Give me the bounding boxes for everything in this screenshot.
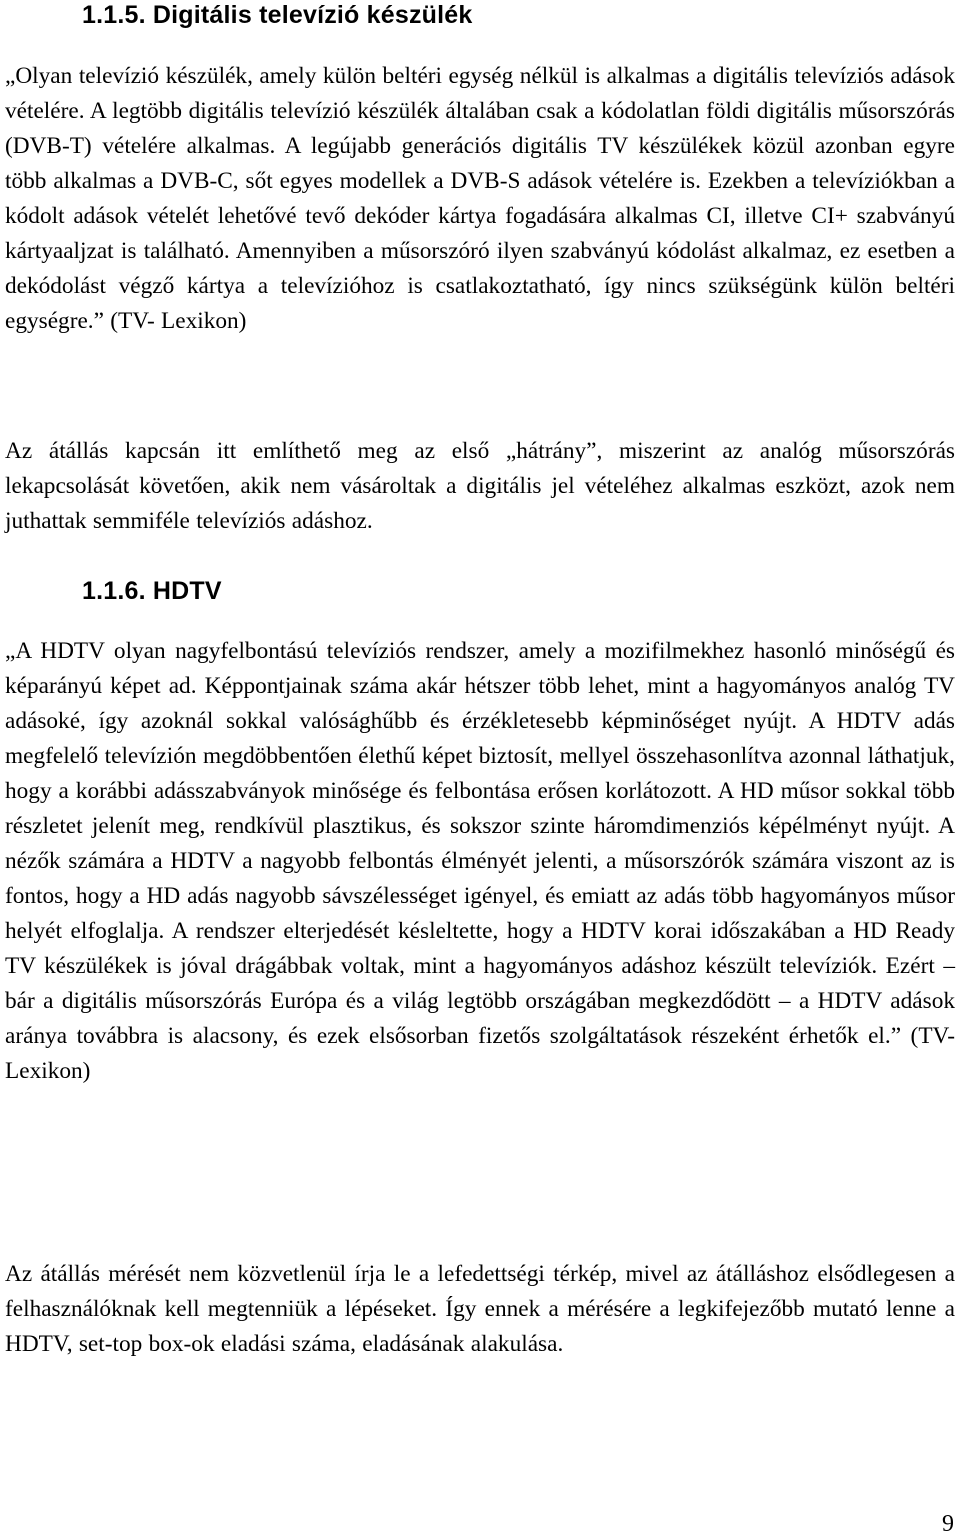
section-heading-digital-tv: 1.1.5. Digitális televízió készülék	[82, 1, 473, 29]
paragraph-switchover-disadvantage: Az átállás kapcsán itt említhető meg az első „hátrány”, miszerint az analóg műsorszórás lekapcsolását követően, akik nem vásároltak a digitális jel vételéhez alkalmas eszközt, azok nem juthattak semmiféle televíziós adáshoz.	[5, 438, 955, 534]
paragraph-digital-tv-quote: „Olyan televízió készülék, amely külön beltéri egység nélkül is alkalmas a digitális televíziós adások vételére. A legtöbb digitális televízió készülék általában csak a kódolatlan földi digitális műsorszórás (DVB-T) vételére alkalmas. A legújabb generációs digitális TV készülékek közül azonban egyre több alkalmas a DVB-C, sőt egyes modellek a DVB-S adások vételére is. Ezekben a televíziókban a kódolt adások vételét lehetővé tevő dekóder kártya fogadására alkalmas CI, illetve CI+ szabványú kártyaaljzat is található. Amennyiben a műsorszóró ilyen szabványú kódolást alkalmaz, ez esetben a dekódolást végző kártya a televízióhoz is csatlakoztatható, így nincs szükségünk külön beltéri egységre.” (TV- Lexikon)	[5, 63, 955, 334]
page-number: 9	[942, 1511, 954, 1537]
section-heading-hdtv: 1.1.6. HDTV	[82, 577, 222, 605]
paragraph-switchover-measurement: Az átállás mérését nem közvetlenül írja le a lefedettségi térkép, mivel az átálláshoz elsődlegesen a felhasználóknak kell megtenniük a lépéseket. Így ennek a mérésére a legkifejezőbb mutató lenne a HDTV, set-top box-ok eladási száma, eladásának alakulása.	[5, 1261, 955, 1357]
paragraph-hdtv-quote: „A HDTV olyan nagyfelbontású televíziós rendszer, amely a mozifilmekhez hasonló minőségű és képarányú képet ad. Képpontjainak száma akár hétszer több lehet, mint a hagyományos analóg TV adásoké, így azoknál sokkal valósághűbb és érzékletesebb képminőséget nyújt. A HDTV adás megfelelő televízión megdöbbentően élethű képet biztosít, mellyel összehasonlítva azonnal láthatjuk, hogy a korábbi adásszabványok minősége és felbontása erősen korlátozott. A HD műsor sokkal több részletet jelenít meg, rendkívül plasztikus, és sokszor szinte háromdimenziós képélményt nyújt. A nézők számára a HDTV a nagyobb felbontás élményét jelenti, a műsorszórók számára viszont az is fontos, hogy a HD adás nagyobb sávszélességet igényel, és emiatt az adás több hagyományos műsor helyét elfoglalja. A rendszer elterjedését késleltette, hogy a HDTV korai időszakában a HD Ready TV készülékek is jóval drágábbak voltak, mint a hagyományos adáshoz készült televíziók. Ezért – bár a digitális műsorszórás Európa és a világ legtöbb országában megkezdődött – a HDTV adások aránya továbbra is alacsony, és ezek elsősorban fizetős szolgáltatások részeként érhetők el.” (TV- Lexikon)	[5, 638, 955, 1084]
